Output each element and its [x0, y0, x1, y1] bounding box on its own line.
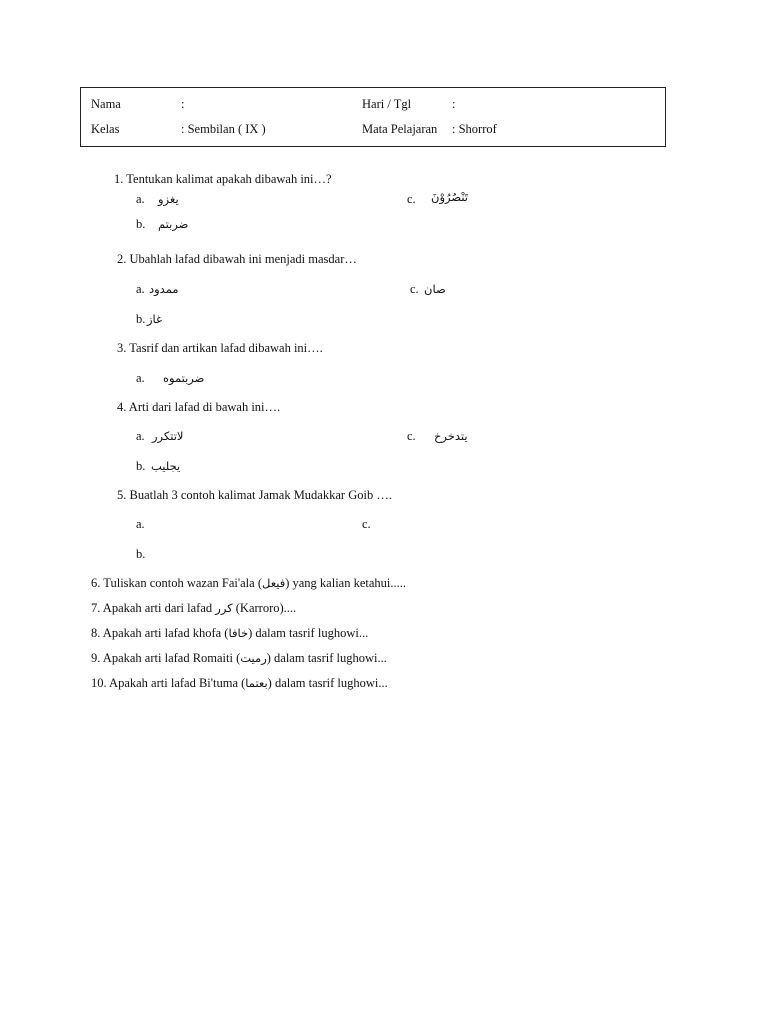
mapel-label: Mata Pelajaran	[362, 122, 438, 136]
q4-option-c-label: c.	[407, 429, 416, 443]
question-1: 1. Tentukan kalimat apakah dibawah ini…?	[114, 172, 332, 186]
question-3: 3. Tasrif dan artikan lafad dibawah ini….	[117, 341, 323, 355]
question-9	[91, 651, 387, 665]
q4-option-a-label: a.	[136, 429, 145, 443]
nama-colon: :	[181, 97, 185, 111]
question-6	[91, 576, 406, 590]
question-6-text-pre: 6. Tuliskan contoh wazan Fai'ala (	[91, 576, 262, 590]
q1-option-b-word: ضربتم	[158, 217, 189, 231]
question-10-text-post: ) dalam tasrif lughowi...	[267, 676, 388, 690]
kelas-label: Kelas	[91, 122, 120, 136]
question-8-text-pre: 8. Apakah arti lafad khofa (	[91, 626, 229, 640]
q3-option-a-word: ضربتموه	[163, 371, 205, 385]
q5-option-c-label: c.	[362, 517, 371, 531]
hari-label: Hari / Tgl	[362, 97, 412, 111]
kelas-value: : Sembilan ( IX )	[181, 122, 266, 136]
q4-option-b-word: يجليب	[151, 459, 181, 473]
question-8-text-post: ) dalam tasrif lughowi...	[248, 626, 369, 640]
q2-option-c-word: صان	[424, 282, 446, 296]
q1-option-a-label: a.	[136, 192, 145, 206]
question-10-arabic-word: بعتما	[245, 676, 268, 690]
question-9-text-post: ) dalam tasrif lughowi...	[266, 651, 387, 665]
question-2: 2. Ubahlah lafad dibawah ini menjadi masdar…	[117, 252, 357, 266]
question-5: 5. Buatlah 3 contoh kalimat Jamak Mudakkar Goib ….	[117, 488, 392, 502]
q5-option-a-label: a.	[136, 517, 145, 531]
q1-option-b-label: b.	[136, 217, 146, 231]
q3-option-a-label: a.	[136, 371, 145, 385]
q4-option-c-word: يتدخرخ	[434, 429, 468, 443]
nama-label: Nama	[91, 97, 121, 111]
q1-option-a-word: يغزو	[158, 192, 179, 206]
question-7-arabic-word: كرر	[215, 601, 233, 615]
q5-option-b-label: b.	[136, 547, 146, 561]
question-8-arabic-word: خافا	[228, 626, 249, 640]
q2-option-c-label: c.	[410, 282, 419, 296]
question-6-text-post: ) yang kalian ketahui.....	[285, 576, 407, 590]
q2-option-b-word: غاز	[147, 312, 163, 326]
question-4: 4. Arti dari lafad di bawah ini….	[117, 400, 281, 414]
question-7-text-post: (Karroro)....	[232, 601, 297, 615]
question-7-text-pre: 7. Apakah arti dari lafad	[91, 601, 216, 615]
q2-option-b-label: b.	[136, 312, 146, 326]
q4-option-b-label: b.	[136, 459, 146, 473]
question-9-text-pre: 9. Apakah arti lafad Romaiti (	[91, 651, 241, 665]
question-9-arabic-word: رميت	[240, 651, 267, 665]
mapel-value: : Shorrof	[452, 122, 497, 136]
question-6-arabic-word: فيعل	[261, 576, 286, 590]
question-7	[91, 601, 296, 615]
q2-option-a-word: ممدود	[149, 282, 179, 296]
q1-option-c-word: تَنْصُرُوْنَ	[431, 190, 468, 204]
q2-option-a-label: a.	[136, 282, 145, 296]
question-10-text-pre: 10. Apakah arti lafad Bi'tuma (	[91, 676, 246, 690]
q4-option-a-word: لاتتكرر	[152, 429, 184, 443]
question-10	[91, 676, 388, 690]
header-box	[80, 87, 666, 147]
hari-colon: :	[452, 97, 456, 111]
q1-option-c-label: c.	[407, 192, 416, 206]
question-8	[91, 626, 368, 640]
